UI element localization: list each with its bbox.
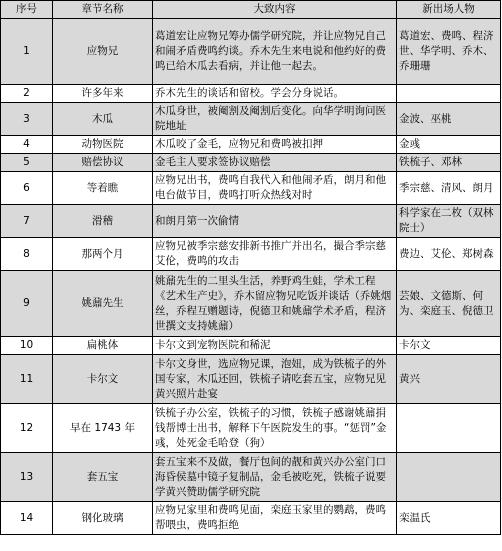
table-row bbox=[1, 136, 501, 154]
row-summary: 木瓜身世，被阉割及阉割后变化。向华学明询问医院地址 bbox=[153, 103, 397, 136]
row-number: 5 bbox=[1, 154, 53, 172]
row-characters: 芸娘、文德斯、何为、栾庭玉、倪德卫 bbox=[397, 271, 501, 337]
row-characters: 卡尔文 bbox=[397, 337, 501, 355]
row-summary: 和朗月第一次偷情 bbox=[153, 205, 397, 238]
row-number: 6 bbox=[1, 172, 53, 205]
table-row bbox=[1, 271, 501, 337]
row-summary: 应物兄出书，费鸣自我代入和他闹矛盾，朗月和他电台做节目，费鸣打听众热线对时 bbox=[153, 172, 397, 205]
row-number: 9 bbox=[1, 271, 53, 337]
row-characters: 费边、艾伦、郑树森 bbox=[397, 238, 501, 271]
row-number: 7 bbox=[1, 205, 53, 238]
table-row bbox=[1, 85, 501, 103]
row-summary: 应物兄家里和费鸣见面，栾庭玉家里的鹦鹉，费鸣帮喂虫，费鸣拒绝 bbox=[153, 502, 397, 535]
row-characters: 栾温氏 bbox=[397, 502, 501, 535]
row-summary: 姚鼐先生的二里头生活，养野鸡生蛙，学术工程《艺术生产史》，乔木留应物兄吃饭并谈话（乔姚烟丝，乔程互赠题诗，倪德卫和姚鼐学术矛盾，程济世撰文支持姚鼐） bbox=[153, 271, 397, 337]
header-number: 序号 bbox=[1, 1, 53, 19]
row-chapter: 姚鼐先生 bbox=[53, 271, 153, 337]
row-summary: 卡尔文到宠物医院和稀泥 bbox=[153, 337, 397, 355]
row-chapter: 等着瞧 bbox=[53, 172, 153, 205]
row-characters: 铁梳子、邓林 bbox=[397, 154, 501, 172]
row-characters bbox=[397, 85, 501, 103]
row-chapter: 扁桃体 bbox=[53, 337, 153, 355]
row-number: 4 bbox=[1, 136, 53, 154]
row-summary: 卡尔文身世，选应物兄课，泡妞，成为铁梳子的外国专家，木瓜还回，铁梳子请吃套五宝，应物兄见黄兴照片赴宴 bbox=[153, 355, 397, 404]
row-number: 10 bbox=[1, 337, 53, 355]
row-summary: 乔木先生的谈话和留校。学会分身说话。 bbox=[153, 85, 397, 103]
table-row bbox=[1, 172, 501, 205]
row-number: 12 bbox=[1, 404, 53, 453]
table-row bbox=[1, 502, 501, 535]
row-characters: 科学家在二枚（双林院士） bbox=[397, 205, 501, 238]
row-chapter: 那两个月 bbox=[53, 238, 153, 271]
header-characters: 新出场人物 bbox=[397, 1, 501, 19]
row-summary: 金毛主人要求签协议赔偿 bbox=[153, 154, 397, 172]
header-summary: 大致内容 bbox=[153, 1, 397, 19]
row-characters: 季宗慈、清风、朗月 bbox=[397, 172, 501, 205]
row-characters: 金彧 bbox=[397, 136, 501, 154]
header-chapter: 章节名称 bbox=[53, 1, 153, 19]
row-chapter: 应物兄 bbox=[53, 19, 153, 85]
row-characters bbox=[397, 453, 501, 502]
table-row bbox=[1, 205, 501, 238]
row-summary: 套五宝来不及做，餐厅包间的靓和黄兴办公室门口海昏侯墓中镜子复制品，金毛被吃死，铁梳子说要学黄兴赞助儒学研究院 bbox=[153, 453, 397, 502]
row-number: 8 bbox=[1, 238, 53, 271]
row-number: 3 bbox=[1, 103, 53, 136]
row-number: 1 bbox=[1, 19, 53, 85]
table-row bbox=[1, 103, 501, 136]
row-chapter: 套五宝 bbox=[53, 453, 153, 502]
row-characters bbox=[397, 404, 501, 453]
row-characters: 葛道宏、费鸣、程济世、华学明、乔木、乔珊珊 bbox=[397, 19, 501, 85]
row-chapter: 许多年来 bbox=[53, 85, 153, 103]
row-summary: 木瓜咬了金毛，应物兄和费鸣被扣押 bbox=[153, 136, 397, 154]
row-summary: 应物兄被季宗慈安排新书推广并出名，撮合季宗慈艾伦，费鸣的攻击 bbox=[153, 238, 397, 271]
row-chapter: 早在 1743 年 bbox=[53, 404, 153, 453]
table-row bbox=[1, 355, 501, 404]
row-chapter: 滑稽 bbox=[53, 205, 153, 238]
table-row bbox=[1, 154, 501, 172]
table-row bbox=[1, 337, 501, 355]
row-summary: 葛道宏让应物兄筹办儒学研究院，并让应物兄自己和闹矛盾费鸣约谈。乔木先生来电说和他约好的费鸣已给木瓜去看病，并让他一起去。 bbox=[153, 19, 397, 85]
row-number: 14 bbox=[1, 502, 53, 535]
header-row bbox=[1, 1, 501, 19]
row-number: 11 bbox=[1, 355, 53, 404]
row-chapter: 动物医院 bbox=[53, 136, 153, 154]
table-row bbox=[1, 404, 501, 453]
row-characters: 金波、巫桃 bbox=[397, 103, 501, 136]
row-chapter: 卡尔文 bbox=[53, 355, 153, 404]
row-chapter: 木瓜 bbox=[53, 103, 153, 136]
row-chapter: 钢化玻璃 bbox=[53, 502, 153, 535]
row-summary: 铁梳子办公室，铁梳子的习惯，铁梳子感谢姚鼐捐钱帮博士出书，解释下午医院发生的事。“惩罚”金彧，处死金毛哈登（狗） bbox=[153, 404, 397, 453]
table-row bbox=[1, 19, 501, 85]
row-number: 2 bbox=[1, 85, 53, 103]
row-characters: 黄兴 bbox=[397, 355, 501, 404]
row-chapter: 赔偿协议 bbox=[53, 154, 153, 172]
row-number: 13 bbox=[1, 453, 53, 502]
table-row bbox=[1, 453, 501, 502]
table-row bbox=[1, 238, 501, 271]
